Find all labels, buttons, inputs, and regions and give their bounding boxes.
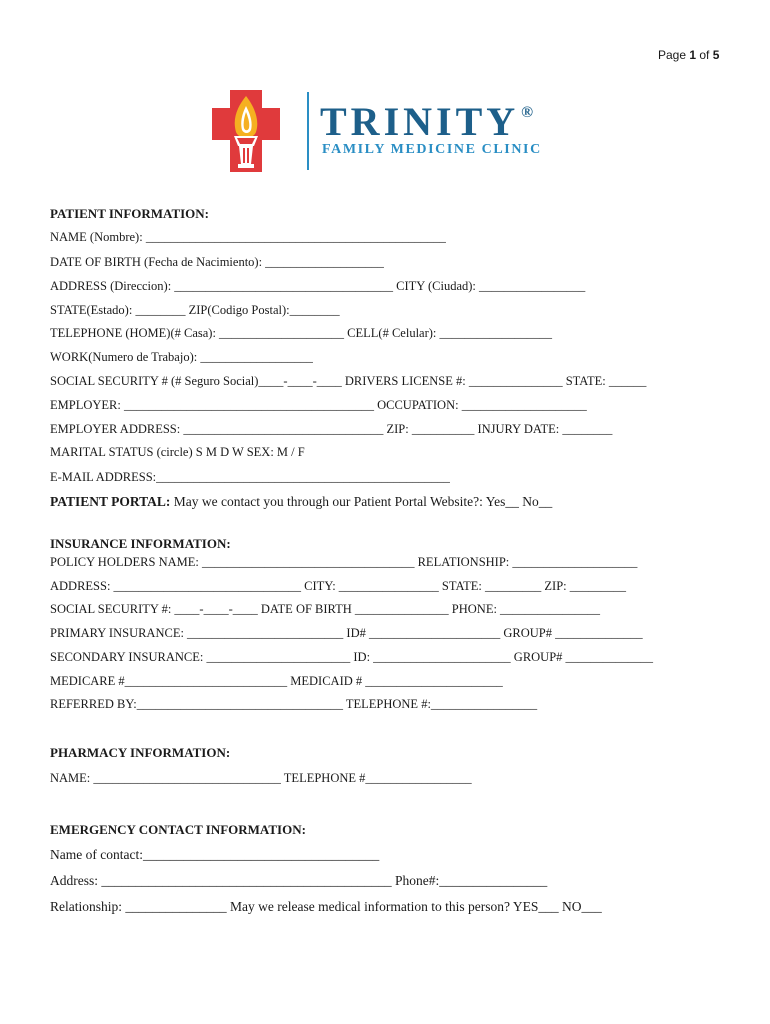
work-phone-field[interactable]: WORK(Numero de Trabajo): __________________ xyxy=(50,350,313,364)
page-number xyxy=(658,48,719,62)
state-zip-field[interactable]: STATE(Estado): ________ ZIP(Codigo Postal):________ xyxy=(50,303,340,317)
page-total: 5 xyxy=(712,48,720,62)
insurance-ssn-field[interactable]: SOCIAL SECURITY #: ____-____-____ DATE OF BIRTH _______________ PHONE: ________________ xyxy=(50,602,601,616)
pharmacy-field[interactable]: NAME: ______________________________ TELEPHONE #_________________ xyxy=(50,771,472,785)
secondary-insurance-field[interactable]: SECONDARY INSURANCE: _______________________ ID: ______________________ GROUP# ______________ xyxy=(50,650,654,664)
policy-holder-field[interactable]: POLICY HOLDERS NAME: __________________________________ RELATIONSHIP: ____________________ xyxy=(50,555,638,569)
patient-portal-question[interactable] xyxy=(50,494,552,510)
email-field[interactable]: E-MAIL ADDRESS:_______________________________________________ xyxy=(50,470,450,484)
name-field[interactable]: NAME (Nombre): ________________________________________________ xyxy=(50,230,446,244)
contact-name-field[interactable]: Name of contact:___________________________________ xyxy=(50,847,380,862)
patient-portal-text: May we contact you through our Patient Portal Website?: Yes__ No__ xyxy=(170,494,553,509)
emergency-contact-heading: EMERGENCY CONTACT INFORMATION: xyxy=(50,822,306,837)
clinic-logo xyxy=(208,88,558,181)
referred-by-field[interactable]: REFERRED BY:_________________________________ TELEPHONE #:_________________ xyxy=(50,697,538,711)
pharmacy-info-heading: PHARMACY INFORMATION: xyxy=(50,745,231,760)
page-current: 1 xyxy=(689,48,697,62)
contact-relationship-field[interactable]: Relationship: _______________ May we release medical information to this person? YES___ NO___ xyxy=(50,899,602,914)
employer-address-field[interactable]: EMPLOYER ADDRESS: ________________________________ ZIP: __________ INJURY DATE: ________ xyxy=(50,422,613,436)
primary-insurance-field[interactable]: PRIMARY INSURANCE: _________________________ ID# _____________________ GROUP# ______________ xyxy=(50,626,643,640)
dob-field[interactable]: DATE OF BIRTH (Fecha de Nacimiento): ___________________ xyxy=(50,255,384,269)
patient-portal-label: PATIENT PORTAL: xyxy=(50,494,171,509)
contact-address-field[interactable]: Address: ___________________________________________ Phone#:________________ xyxy=(50,873,548,888)
registered-mark: ® xyxy=(521,104,534,121)
page-prefix: Page xyxy=(658,48,690,62)
logo-name-text: TRINITY xyxy=(320,99,520,144)
insurance-address-field[interactable]: ADDRESS: ______________________________ CITY: ________________ STATE: _________ ZIP: _________ xyxy=(50,579,626,593)
page-sep: of xyxy=(696,48,713,62)
ssn-license-field[interactable]: SOCIAL SECURITY # (# Seguro Social)____-____-____ DRIVERS LICENSE #: _______________ STATE: ______ xyxy=(50,374,647,388)
patient-info-heading: PATIENT INFORMATION: xyxy=(50,206,210,221)
insurance-info-heading: INSURANCE INFORMATION: xyxy=(50,536,231,551)
marital-sex-field[interactable]: MARITAL STATUS (circle) S M D W SEX: M / F xyxy=(50,445,305,459)
telephone-cell-field[interactable]: TELEPHONE (HOME)(# Casa): ____________________ CELL(# Celular): __________________ xyxy=(50,326,553,340)
logo-tagline: FAMILY MEDICINE CLINIC xyxy=(322,142,542,157)
address-city-field[interactable]: ADDRESS (Direccion): ___________________________________ CITY (Ciudad): _________________ xyxy=(50,279,586,293)
logo-name xyxy=(320,98,533,145)
medicare-medicaid-field[interactable]: MEDICARE #__________________________ MEDICAID # ______________________ xyxy=(50,674,503,688)
employer-occupation-field[interactable]: EMPLOYER: ________________________________________ OCCUPATION: ____________________ xyxy=(50,398,587,412)
